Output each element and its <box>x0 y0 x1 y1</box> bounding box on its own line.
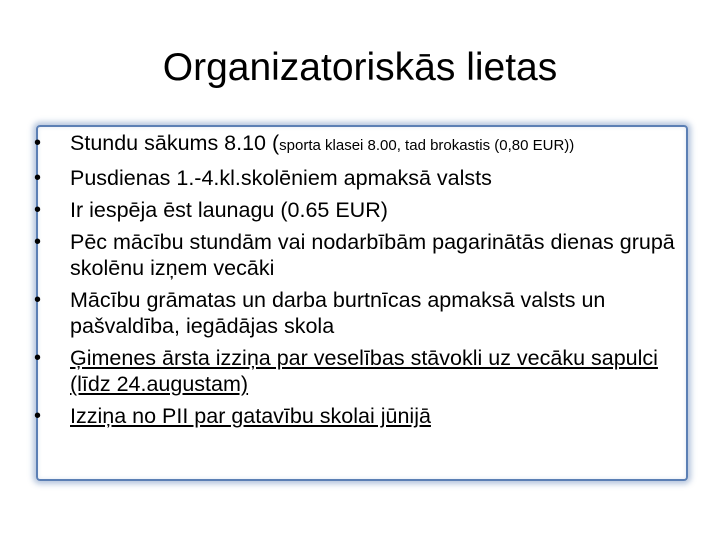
bullet-item-doctor-note <box>34 345 690 397</box>
bullet-text-main: Stundu sākums 8.10 <box>70 131 272 155</box>
bullet-icon: • <box>34 199 42 221</box>
bullet-item-snack <box>34 197 690 223</box>
bullet-item-textbooks <box>34 287 690 339</box>
bullet-text: Pusdienas 1.-4.kl.skolēniem apmaksā valsts <box>70 166 492 190</box>
bullet-text-link: Ģimenes ārsta izziņa par veselības stāvokli uz vecāku sapulci (līdz 24.augustam) <box>70 346 658 396</box>
bullet-icon: • <box>34 167 42 189</box>
bullet-item-lunch <box>34 165 690 191</box>
bullet-text-link: Izziņa no PII par gatavību skolai jūnijā <box>70 404 431 428</box>
bullet-icon: • <box>34 405 42 427</box>
bullet-item-extended-day <box>34 229 690 281</box>
bullet-item-preschool-note <box>34 403 690 429</box>
bullet-text: Mācību grāmatas un darba burtnīcas apmaksā valsts un pašvaldība, iegādājas skola <box>70 288 606 338</box>
bullet-list <box>34 130 690 435</box>
bullet-icon: • <box>34 132 42 154</box>
bullet-item-start-time <box>34 130 690 159</box>
bullet-text: Ir iespēja ēst launagu (0.65 EUR) <box>70 198 388 222</box>
bullet-text: Pēc mācību stundām vai nodarbībām pagarinātās dienas grupā skolēnu izņem vecāki <box>70 230 675 280</box>
bullet-icon: • <box>34 289 42 311</box>
bullet-paren: ( <box>271 131 280 155</box>
bullet-icon: • <box>34 231 42 253</box>
slide-title: Organizatoriskās lietas <box>162 46 558 89</box>
bullet-note: sporta klasei 8.00, tad brokastis (0,80 EUR)) <box>279 137 575 154</box>
bullet-icon: • <box>34 347 42 369</box>
